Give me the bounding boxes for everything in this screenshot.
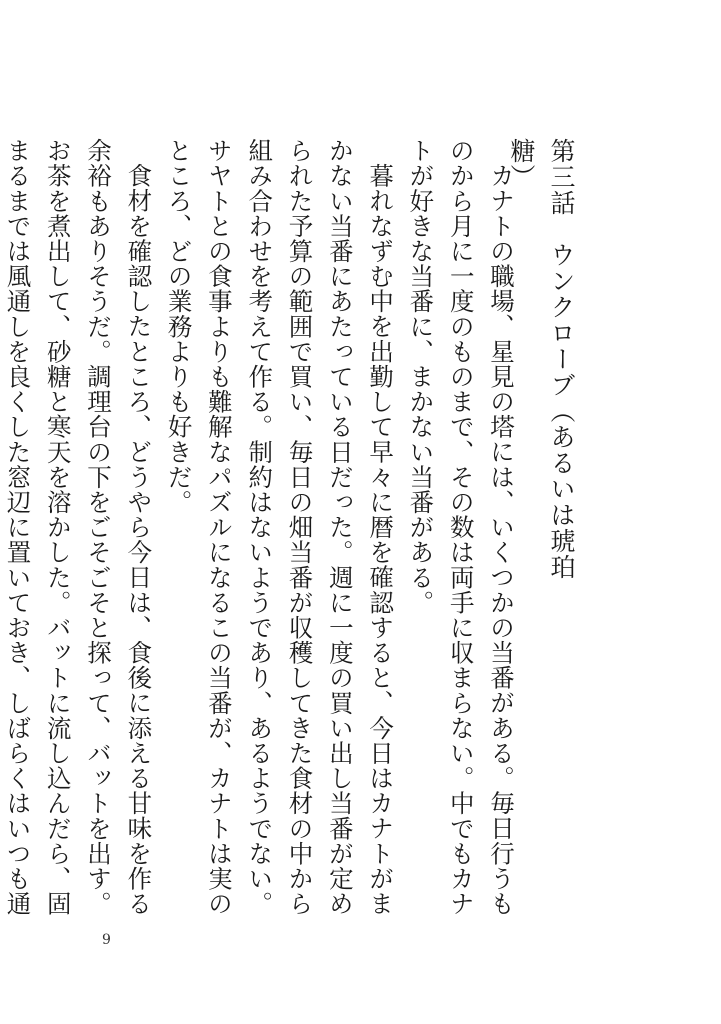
page-number: 9 — [102, 932, 111, 948]
paragraph-3: 食材を確認したところ、どうやら今日は、食後に添える甘味を作る余裕もありそうだ。調理台の下をごそごそと探って、バットを出す。お茶を煮出して、砂糖と寒天を溶かした。バットに流し込んだら、固まるまでは風通しを良くした窓辺に置いておき、しばらくはいつも通 — [3, 138, 154, 917]
body-text — [3, 138, 521, 928]
chapter-title: 第三話 ウンクローブ（あるいは琥珀糖） — [507, 138, 576, 580]
paragraph-2: 暮れなずむ中を出勤して早々に暦を確認すると、今日はカナトがまかない当番にあたっている日だった。週に一度の買い出し当番が定められた予算の範囲で買い、毎日の畑当番が収穫してきた食材の中から組み合わせを考えて作る。制約はないようであり、あるようでない。サヤトとの食事よりも難解なパズルになるこの当番が、カナトは実のところ、どの業務よりも好きだ。 — [164, 138, 396, 917]
paragraph-1: カナトの職場、星見の塔には、いくつかの当番がある。毎日行うものから月に一度のものまで、その数は両手に収まらない。中でもカナトが好きな当番に、まかない当番がある。 — [406, 138, 516, 917]
